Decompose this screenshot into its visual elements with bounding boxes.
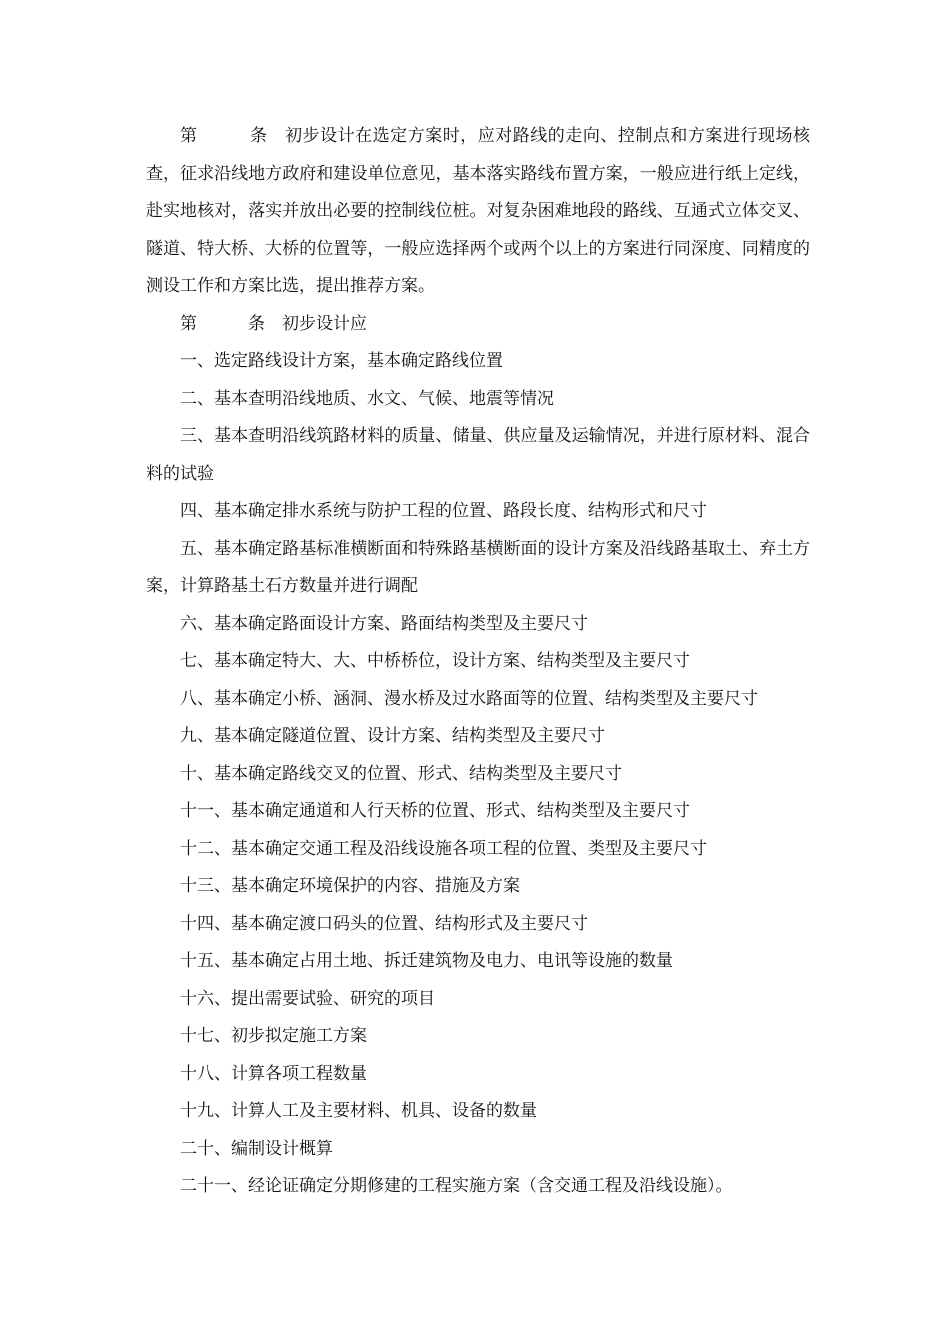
list-item: 十四、基本确定渡口码头的位置、结构形式及主要尺寸 bbox=[180, 913, 588, 934]
document-body bbox=[146, 118, 810, 1206]
list-item: 十一、基本确定通道和人行天桥的位置、形式、结构类型及主要尺寸 bbox=[180, 801, 690, 821]
list-item: 十六、提出需要试验、研究的项目 bbox=[180, 988, 435, 1009]
list-item: 八、基本确定小桥、涵洞、漫水桥及过水路面等的位置、结构类型及主要尺寸 bbox=[180, 688, 758, 709]
list-item: 十七、初步拟定施工方案 bbox=[180, 1026, 367, 1046]
list-item: 三、基本查明沿线筑路材料的质量、储量、供应量及运输情况，并进行原材料、混合料的试验 bbox=[146, 426, 810, 484]
list-item: 九、基本确定隧道位置、设计方案、结构类型及主要尺寸 bbox=[180, 726, 605, 746]
article-paragraph: 第 条 初步设计在选定方案时，应对路线的走向、控制点和方案进行现场核查，征求沿线地方政府和建设单位意见，基本落实路线布置方案，一般应进行纸上定线，赴实地核对，落实并放出必要的控制线位桩。对复杂困难地段的路线、互通式立体交叉、隧道、特大桥、大桥的位置等，一般应选择两个或两个以上的方案进行同深度、同精度的测设工作和方案比选，提出推荐方案。 bbox=[146, 126, 810, 296]
list-item: 二十一、经论证确定分期修建的工程实施方案（含交通工程及沿线设施）。 bbox=[180, 1176, 733, 1196]
list-item: 六、基本确定路面设计方案、路面结构类型及主要尺寸 bbox=[180, 613, 588, 634]
list-item: 十、基本确定路线交叉的位置、形式、结构类型及主要尺寸 bbox=[180, 763, 622, 784]
list-item: 二十、编制设计概算 bbox=[180, 1138, 333, 1159]
list-item: 十五、基本确定占用土地、拆迁建筑物及电力、电讯等设施的数量 bbox=[180, 951, 673, 971]
list-item: 五、基本确定路基标准横断面和特殊路基横断面的设计方案及沿线路基取土、弃土方案，计算路基土石方数量并进行调配 bbox=[146, 538, 810, 596]
list-item: 四、基本确定排水系统与防护工程的位置、路段长度、结构形式和尺寸 bbox=[180, 501, 707, 521]
list-item: 十九、计算人工及主要材料、机具、设备的数量 bbox=[180, 1101, 537, 1121]
list-item: 十八、计算各项工程数量 bbox=[180, 1063, 367, 1084]
list-item: 二、基本查明沿线地质、水文、气候、地震等情况 bbox=[180, 388, 554, 409]
list-item: 十二、基本确定交通工程及沿线设施各项工程的位置、类型及主要尺寸 bbox=[180, 838, 707, 859]
article-heading: 第 条 初步设计应 bbox=[180, 313, 367, 334]
list-item: 七、基本确定特大、大、中桥桥位，设计方案、结构类型及主要尺寸 bbox=[180, 651, 690, 671]
list-item: 十三、基本确定环境保护的内容、措施及方案 bbox=[180, 876, 520, 896]
list-item: 一、选定路线设计方案，基本确定路线位置 bbox=[180, 351, 503, 371]
